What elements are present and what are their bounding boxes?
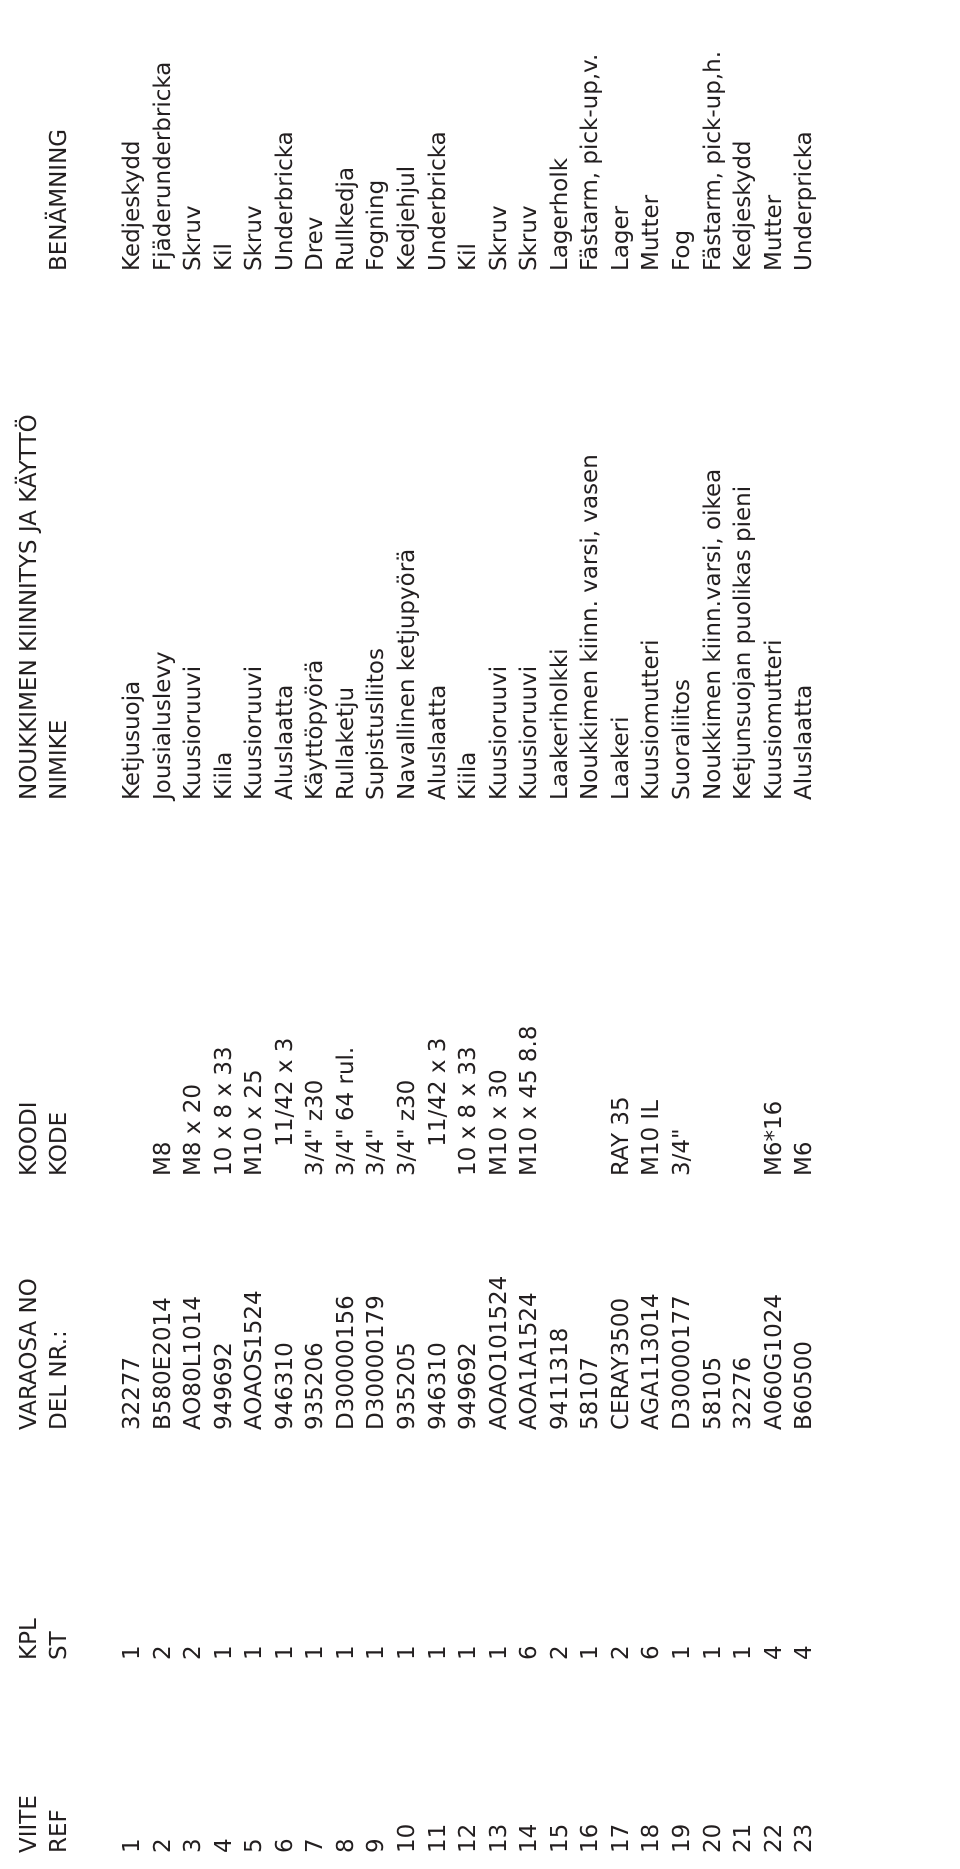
header-qty-sv: ST <box>46 1631 72 1660</box>
row-code: 11/42 x 3 <box>271 1037 298 1176</box>
row-name-sv: Kil <box>210 243 237 271</box>
table-row <box>271 0 301 1869</box>
row-ref: 16 <box>577 1823 604 1853</box>
row-name-fi: Noukkimen kiinn.varsi, oikea <box>699 468 726 800</box>
row-ref: 12 <box>455 1823 482 1853</box>
row-ref: 17 <box>607 1823 634 1853</box>
row-code: 10 x 8 x 33 <box>210 1046 237 1176</box>
row-ref: 15 <box>546 1823 573 1853</box>
row-ref: 14 <box>516 1823 543 1853</box>
row-code: M10 IL <box>638 1099 665 1176</box>
row-name-sv: Fjäderunderbricka <box>149 61 176 271</box>
row-code: 3/4" z30 <box>393 1079 420 1176</box>
table-row <box>393 0 423 1869</box>
row-qty: 1 <box>241 1645 268 1660</box>
row-name-sv: Kedjehjul <box>393 165 420 271</box>
table-row <box>179 0 209 1869</box>
row-ref: 11 <box>424 1823 451 1853</box>
row-part-number: AOA1A1524 <box>516 1292 543 1430</box>
row-qty: 1 <box>699 1645 726 1660</box>
row-ref: 8 <box>332 1838 359 1853</box>
header-part-number: VARAOSA NO <box>16 1278 42 1430</box>
row-name-sv: Mutter <box>638 194 665 271</box>
row-name-fi: Kuusioruuvi <box>485 665 512 800</box>
row-part-number: A060G1024 <box>760 1294 787 1430</box>
row-ref: 7 <box>302 1838 329 1853</box>
row-code: M10 x 25 <box>241 1069 268 1176</box>
row-qty: 6 <box>516 1645 543 1660</box>
row-name-fi: Supistusliitos <box>363 648 390 800</box>
row-ref: 1 <box>119 1838 145 1853</box>
row-qty: 1 <box>424 1645 451 1660</box>
row-qty: 2 <box>149 1645 176 1660</box>
table-row <box>149 0 179 1869</box>
row-ref: 3 <box>180 1838 207 1853</box>
row-name-sv: Fog <box>668 229 695 271</box>
row-part-number: 32276 <box>730 1356 756 1430</box>
row-name-fi: Aluslaatta <box>271 684 298 800</box>
row-code: M8 x 20 <box>180 1084 207 1176</box>
row-name-fi: Käyttöpyörä <box>302 659 329 800</box>
row-code: 11/42 x 3 <box>424 1037 451 1176</box>
row-part-number: AO80L1014 <box>180 1295 207 1430</box>
header-row-secondary <box>45 0 75 1869</box>
row-part-number: 9411318 <box>546 1327 573 1430</box>
row-qty: 1 <box>577 1645 604 1660</box>
row-qty: 1 <box>393 1645 420 1660</box>
row-qty: 6 <box>638 1645 665 1660</box>
table-row <box>760 0 790 1869</box>
row-name-fi: Jousialuslevy <box>149 651 176 800</box>
table-row <box>332 0 362 1869</box>
row-part-number: 949692 <box>455 1342 482 1430</box>
header-ref: VIITE <box>16 1795 42 1853</box>
row-part-number: 58105 <box>699 1356 726 1430</box>
row-part-number: D30000179 <box>363 1295 390 1430</box>
table-row <box>210 0 240 1869</box>
row-name-sv: Kedjeskydd <box>119 140 145 271</box>
row-ref: 20 <box>699 1823 726 1853</box>
row-code: 3/4" <box>363 1128 390 1176</box>
table-row <box>546 0 576 1869</box>
row-name-fi: Aluslaatta <box>791 684 818 800</box>
row-name-fi: Laakeriholkki <box>546 648 573 800</box>
row-name-fi: Kiila <box>210 751 237 800</box>
row-part-number: D30000156 <box>332 1295 359 1430</box>
row-name-sv: Skruv <box>180 205 207 271</box>
header-code: KOODI <box>16 1101 42 1176</box>
table-row <box>729 0 759 1869</box>
row-qty: 4 <box>760 1645 787 1660</box>
row-name-sv: Underbricka <box>271 131 298 271</box>
row-name-fi: Kiila <box>455 751 482 800</box>
table-row <box>118 0 148 1869</box>
row-qty: 1 <box>363 1645 390 1660</box>
row-name-fi: Kuusiomutteri <box>638 639 665 800</box>
row-code: 3/4" 64 rul. <box>332 1046 359 1176</box>
row-name-sv: Lager <box>607 205 634 271</box>
row-name-fi: Noukkimen kiinn. varsi, vasen <box>577 454 604 800</box>
row-name-sv: Fogning <box>363 179 390 271</box>
row-code: M6*16 <box>760 1100 787 1176</box>
row-part-number: 935206 <box>302 1342 329 1430</box>
row-qty: 1 <box>485 1645 512 1660</box>
row-ref: 19 <box>668 1823 695 1853</box>
table-row <box>485 0 515 1869</box>
row-qty: 1 <box>730 1645 756 1660</box>
row-name-sv: Underpricka <box>791 131 818 271</box>
row-name-fi: Suoraliitos <box>668 678 695 800</box>
row-name-sv: Mutter <box>760 194 787 271</box>
row-name-fi: Ketjusuoja <box>119 680 145 800</box>
row-code: 3/4" <box>668 1128 695 1176</box>
row-part-number: 935205 <box>393 1342 420 1430</box>
row-part-number: B580E2014 <box>149 1297 176 1430</box>
row-ref: 2 <box>149 1838 176 1853</box>
row-ref: 23 <box>791 1823 818 1853</box>
table-row <box>637 0 667 1869</box>
header-qty: KPL <box>16 1618 42 1660</box>
row-qty: 4 <box>791 1645 818 1660</box>
table-row <box>607 0 637 1869</box>
row-qty: 1 <box>119 1645 145 1660</box>
row-qty: 2 <box>607 1645 634 1660</box>
row-part-number: AOAO101524 <box>485 1275 512 1430</box>
table-row <box>515 0 545 1869</box>
row-qty: 1 <box>271 1645 298 1660</box>
table-row <box>301 0 331 1869</box>
table-row <box>424 0 454 1869</box>
header-row-primary <box>15 0 45 1869</box>
row-name-sv: Drev <box>302 216 329 271</box>
header-ref-sv: REF <box>46 1809 72 1853</box>
row-part-number: 32277 <box>119 1356 145 1430</box>
row-ref: 18 <box>638 1823 665 1853</box>
row-qty: 1 <box>210 1645 237 1660</box>
row-ref: 10 <box>393 1823 420 1853</box>
row-name-sv: Kedjeskydd <box>730 140 756 271</box>
row-ref: 4 <box>210 1838 237 1853</box>
row-name-sv: Underbricka <box>424 131 451 271</box>
table-row <box>362 0 392 1869</box>
row-name-fi: Kuusioruuvi <box>516 665 543 800</box>
header-part-number-sv: DEL NR.: <box>46 1330 72 1430</box>
table-row <box>790 0 820 1869</box>
table-row <box>454 0 484 1869</box>
row-part-number: AOAOS1524 <box>241 1290 268 1430</box>
row-qty: 1 <box>302 1645 329 1660</box>
row-qty: 1 <box>668 1645 695 1660</box>
row-code: M10 x 30 <box>485 1069 512 1176</box>
row-part-number: B60500 <box>791 1341 818 1430</box>
row-ref: 5 <box>241 1838 268 1853</box>
row-part-number: CERAY3500 <box>607 1297 634 1430</box>
row-name-sv: Skruv <box>241 205 268 271</box>
row-name-sv: Rullkedja <box>332 166 359 271</box>
row-ref: 13 <box>485 1823 512 1853</box>
row-ref: 21 <box>730 1823 756 1853</box>
row-name-fi: Rullaketju <box>332 686 359 800</box>
row-name-sv: Fästarm, pick-up,h. <box>699 50 726 271</box>
row-name-fi: Ketjunsuojan puolikas pieni <box>730 485 756 800</box>
header-code-sv: KODE <box>46 1111 72 1176</box>
row-part-number: 949692 <box>210 1342 237 1430</box>
row-qty: 2 <box>546 1645 573 1660</box>
row-code: M10 x 45 8.8 <box>516 1025 543 1176</box>
row-part-number: 58107 <box>577 1356 604 1430</box>
row-name-sv: Fästarm, pick-up,v. <box>577 53 604 271</box>
row-code: M8 <box>149 1141 176 1176</box>
row-code: 10 x 8 x 33 <box>455 1046 482 1176</box>
header-name-sv: BENÄMNING <box>46 128 72 271</box>
row-name-fi: Laakeri <box>607 716 634 800</box>
table-row <box>576 0 606 1869</box>
row-qty: 2 <box>180 1645 207 1660</box>
row-name-sv: Skruv <box>485 205 512 271</box>
row-part-number: AGA113014 <box>638 1293 665 1430</box>
row-code: 3/4" z30 <box>302 1079 329 1176</box>
table-row <box>699 0 729 1869</box>
row-name-sv: Skruv <box>516 205 543 271</box>
row-name-fi: Kuusiomutteri <box>760 639 787 800</box>
row-code: M6 <box>791 1141 818 1176</box>
row-part-number: 946310 <box>424 1342 451 1430</box>
row-qty: 1 <box>455 1645 482 1660</box>
table-row <box>668 0 698 1869</box>
row-code: RAY 35 <box>607 1096 634 1176</box>
header-section-title: NOUKKIMEN KIINNITYS JA KÄYTTÖ <box>16 414 42 800</box>
row-name-fi: Kuusioruuvi <box>241 665 268 800</box>
table-row <box>240 0 270 1869</box>
row-name-fi: Kuusioruuvi <box>180 665 207 800</box>
row-ref: 6 <box>271 1838 298 1853</box>
row-part-number: 946310 <box>271 1342 298 1430</box>
row-ref: 9 <box>363 1838 390 1853</box>
row-name-sv: Kil <box>455 243 482 271</box>
row-ref: 22 <box>760 1823 787 1853</box>
row-name-fi: Navallinen ketjupyörä <box>393 548 420 800</box>
row-qty: 1 <box>332 1645 359 1660</box>
row-name-sv: Lagerholk <box>546 157 573 271</box>
row-part-number: D30000177 <box>668 1295 695 1430</box>
row-name-fi: Aluslaatta <box>424 684 451 800</box>
header-name-fi: NIMIKE <box>46 719 72 800</box>
